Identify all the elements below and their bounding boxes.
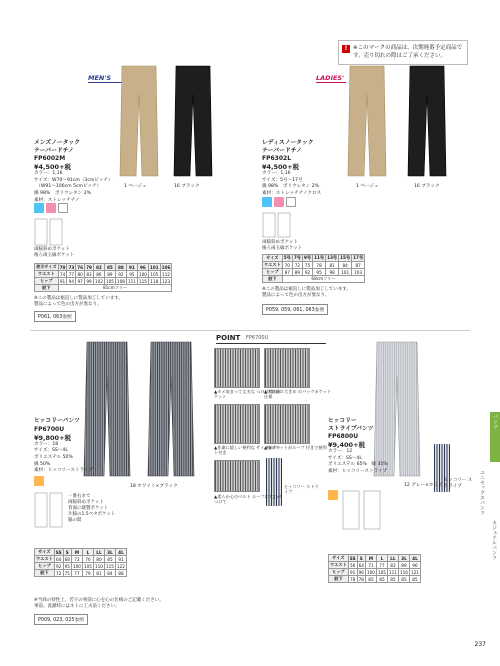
table-cell: サイズ — [35, 549, 55, 556]
table-cell: ヒップ — [329, 569, 349, 576]
table-cell: 112 — [162, 271, 171, 277]
product-price: ¥9,800+税 — [34, 433, 72, 442]
table-cell: 91 — [115, 556, 126, 563]
side-label-2: ユニセックスパンツ — [479, 470, 485, 515]
table-header-row — [35, 264, 172, 271]
table-cell: 91 — [59, 278, 66, 284]
table-cell: 83 — [86, 271, 92, 277]
mens-product-info — [34, 140, 114, 204]
table-cell: 123 — [162, 278, 171, 284]
table-header-row — [329, 555, 421, 562]
table-cell: 108 — [116, 278, 125, 284]
table-cell: サイズ — [329, 555, 349, 562]
note-line: 一番右まで — [68, 494, 91, 499]
feature-icons — [328, 490, 338, 500]
table-cell: 105 — [150, 271, 159, 277]
table-cell: LL — [387, 555, 398, 562]
unisex-icon — [34, 476, 44, 486]
mens-pocket-diagram — [34, 218, 64, 246]
spec-size: サイズ：SS〜4L — [34, 448, 68, 454]
table-cell: 4L — [409, 555, 420, 562]
side-label-3: カジュアルパンツ — [491, 520, 497, 560]
table-row — [35, 556, 127, 563]
wash-icon — [286, 197, 296, 207]
table-cell: 116 — [399, 569, 408, 575]
table-cell: 72 — [56, 570, 62, 576]
point-photo-2 — [264, 348, 310, 388]
discontinued-notice — [338, 40, 468, 65]
ladies-beige-pants — [346, 64, 388, 180]
table-cell: 115 — [138, 278, 147, 284]
spec-material: ポリエステル 50% — [34, 454, 73, 460]
table-cell: 13号 — [327, 255, 338, 260]
table-cell: 76 — [82, 556, 93, 563]
table-cell: 17号 — [353, 255, 364, 260]
spec-size-2: （W91〜106cm 5cmピッチ） — [34, 184, 102, 190]
table-row — [263, 269, 365, 276]
table-cell: 115 — [105, 563, 114, 569]
table-cell: 96 — [409, 562, 420, 569]
table-cell: ヒップ — [35, 278, 59, 285]
spec-material: 綿 98% ポリウレタン 2% — [262, 184, 319, 190]
bottom-note-1: ※当商の特性上、若干の事前に心を心の仕様のご記載ください。 — [34, 598, 164, 603]
table-cell: 76 — [77, 264, 84, 270]
table-cell: S — [63, 549, 71, 556]
ladies-label: LADIES' — [316, 74, 345, 82]
table-cell: 92 — [56, 563, 62, 569]
table-cell: 95 — [313, 269, 326, 276]
table-cell: 88 — [115, 570, 126, 577]
table-cell: 105 — [83, 563, 92, 569]
table-cell: 91 — [350, 569, 356, 575]
table-row — [35, 570, 127, 577]
note-line: 片脇の1.5ペタポケット — [68, 512, 116, 518]
ladies-pocket-2: 後ろ両玉縁ポケット — [262, 246, 303, 251]
table-cell: 88 — [115, 264, 126, 271]
product-price: ¥4,500+税 — [262, 163, 300, 172]
unisex-icon — [46, 203, 56, 213]
table-cell: 7号 — [293, 255, 301, 260]
ladies-product-info — [262, 140, 342, 198]
wash-icon — [58, 203, 68, 213]
ladies-size-table — [262, 254, 365, 283]
point-code: FP6700U — [246, 335, 269, 341]
table-cell: 78 — [358, 576, 364, 582]
table-cell: 股下 — [35, 570, 55, 577]
table-cell: 110 — [94, 563, 103, 569]
point-photo-3 — [214, 404, 260, 444]
table-cell: 73 — [68, 264, 75, 270]
table-cell: 95 — [126, 271, 137, 278]
table-cell: 75 — [64, 570, 70, 576]
table-cell: 80 — [93, 556, 104, 563]
feature-icons — [34, 203, 68, 213]
table-cell: 84 — [339, 262, 352, 269]
table-cell: 85 — [398, 576, 409, 583]
table-cell: 5号 — [283, 255, 291, 260]
category-tab-label: パンツ — [492, 414, 498, 429]
table-cell: 100 — [72, 563, 81, 569]
table-cell: 77 — [68, 271, 75, 277]
table-row — [35, 285, 172, 292]
table-cell: 89 — [398, 562, 409, 569]
table-cell: 56 — [350, 562, 356, 568]
table-cell: 78 — [313, 262, 326, 269]
spec-material-2: 綿 50% — [34, 461, 51, 467]
ladies-icon — [274, 197, 284, 207]
bottom-page-ref: P009, 023, 025参照 — [34, 614, 88, 625]
hickory-pocket-diagram — [34, 492, 64, 528]
point-photo-1 — [214, 348, 260, 388]
table-cell: 101 — [339, 269, 352, 276]
stripe-pocket-diagram — [342, 490, 382, 530]
table-cell: 77 — [376, 562, 387, 569]
table-cell: 81cmフリー — [58, 285, 172, 292]
point-photo-4 — [264, 404, 310, 444]
bottom-note-2: 事前、洗濯時にはネトに工夫前ください。 — [34, 604, 120, 609]
point-caption-3: ▲作業に嬉しい便利な サイドポケット付き — [214, 445, 281, 456]
table-cell: 85 — [387, 576, 398, 583]
product-name: メンズノータック — [34, 140, 81, 146]
table-cell: ウエスト — [330, 562, 347, 567]
table-cell: 87 — [352, 262, 365, 269]
stripe-product-info — [328, 418, 390, 476]
table-header-row — [263, 255, 365, 262]
table-cell: 股下 — [263, 276, 283, 283]
table-cell: 92 — [115, 271, 126, 278]
table-cell: 95 — [64, 563, 70, 569]
product-name: ヒッコリーパンツ — [34, 418, 80, 424]
ladies-caption-black: 16 ブラック — [414, 184, 440, 189]
table-row — [263, 262, 365, 269]
table-cell: 81 — [93, 570, 104, 577]
table-cell: ヒップ — [263, 269, 283, 276]
spec-color: カラー：18 — [34, 441, 59, 447]
table-cell: 77 — [71, 570, 82, 577]
note-line: 脇の間 — [68, 518, 82, 524]
spec-size: サイズ：5号〜17号 — [262, 177, 303, 183]
spec-size: サイズ：W70〜91cm（3cmピッチ） — [34, 177, 113, 183]
mens-pocket-2: 後ろ両玉縁ポケット — [34, 253, 75, 258]
table-cell: 96 — [358, 569, 364, 575]
spec-color: カラー：1,16 — [262, 171, 291, 177]
hickory-product-info — [34, 418, 94, 475]
table-cell: 100 — [366, 569, 375, 575]
ladies-rule — [316, 82, 346, 83]
table-cell: 股下 — [35, 285, 59, 292]
table-cell: 11号 — [314, 255, 325, 260]
table-cell: 83 — [387, 562, 398, 569]
table-cell: 92 — [302, 269, 312, 276]
note-line: 両脇斜めポケット — [68, 500, 104, 506]
mens-size-table — [34, 263, 172, 292]
table-cell: 68cmフリー — [282, 276, 364, 283]
product-name-2: テーパードチノ — [34, 147, 74, 154]
spec-fabric: 素材：ヒッコリーストライプ — [328, 469, 388, 475]
table-cell: 79 — [82, 570, 93, 577]
table-cell: 99 — [86, 278, 92, 284]
product-code: FP6002M — [34, 155, 66, 163]
table-cell: 64 — [56, 556, 62, 562]
table-cell: 85 — [104, 556, 115, 563]
section-divider — [30, 330, 470, 331]
table-cell: 74 — [59, 271, 66, 277]
point-caption-1: ▲カメ収まって丈夫な つけ仕様のポケット — [214, 389, 282, 400]
mens-caption-black: 16 ブラック — [174, 184, 200, 189]
mens-note-1: ※この製品は裾直しに製品加工しています。 — [34, 296, 123, 301]
table-cell: 96 — [137, 264, 148, 271]
mens-black-pants — [172, 64, 214, 180]
ladies-caption-beige: 1 ベージュ — [356, 184, 379, 189]
spec-color: カラー：1,16 — [34, 171, 63, 177]
note-line: 背面に縫製ポケット — [68, 506, 109, 512]
ladies-note-1: ※この製品は裾直しに製品加工しています。 — [262, 287, 351, 292]
spec-fabric: 素材：ストレッチチノクロス — [262, 191, 322, 197]
table-cell: 79 — [86, 264, 92, 270]
table-cell: 81 — [326, 262, 339, 269]
table-cell: 94 — [68, 278, 75, 284]
table-cell: 3L — [104, 549, 115, 556]
table-row — [35, 271, 172, 278]
mens-note-2: 製品によって色の出方が異なり、 — [34, 302, 102, 307]
page-number: 237 — [474, 641, 486, 648]
hickory-size-table — [34, 548, 127, 577]
table-cell: 82 — [93, 264, 104, 271]
table-cell: 105 — [377, 569, 386, 575]
ladies-black-pants — [406, 64, 448, 180]
ladies-note-2: 製品によって色の出方が異なり、 — [262, 293, 330, 298]
table-cell: 98 — [326, 269, 339, 276]
product-code: FP6700U — [34, 425, 65, 433]
table-cell: 64 — [358, 562, 364, 568]
table-cell: サイズ — [263, 255, 283, 262]
point-caption-6: ヒッコリー ストライプ — [284, 484, 319, 495]
ladies-page-ref: P059, 059, 061, 063参照 — [262, 304, 328, 315]
table-cell: 9号 — [303, 255, 312, 260]
product-price: ¥9,400+税 — [328, 441, 366, 450]
table-row — [329, 569, 421, 576]
table-cell: 101 — [149, 264, 159, 270]
product-name: ヒッコリー — [328, 418, 357, 424]
mens-beige-pants — [118, 64, 160, 180]
table-cell: ウエスト — [35, 271, 59, 278]
table-cell: ウエスト — [264, 262, 281, 267]
table-cell: S — [357, 555, 365, 562]
table-cell: 4L — [115, 549, 126, 556]
table-cell: 70 — [59, 264, 66, 270]
stretch-icon — [262, 197, 272, 207]
table-cell: 89 — [292, 269, 302, 276]
table-cell: 股下 — [329, 576, 349, 583]
table-cell: 80 — [77, 271, 83, 277]
table-cell: 85 — [365, 576, 376, 583]
product-code: FP6800U — [328, 433, 359, 441]
table-cell: 105 — [105, 278, 114, 284]
mens-page-ref: P061, 063参照 — [34, 311, 76, 322]
point-caption-4: ▲脇ポケットがループ 付きで便利 — [264, 445, 327, 450]
table-cell: ウエスト — [36, 556, 53, 561]
table-cell: L — [376, 555, 387, 562]
mens-pocket-1: 両脇斜めポケット — [34, 247, 70, 252]
table-cell: 70 — [282, 262, 292, 269]
hickory-caption: 18 ホワイト×ブラック — [130, 484, 178, 489]
point-caption-2: ▲大容量ス大きめ のバックポケット仕様 — [264, 389, 332, 400]
table-cell: 100 — [138, 271, 147, 277]
product-price: ¥4,500+税 — [34, 163, 72, 172]
table-cell: 85 — [104, 264, 115, 271]
table-cell: 97 — [77, 278, 83, 284]
table-cell: 72 — [71, 556, 82, 563]
table-cell: 85 — [409, 576, 420, 583]
table-cell: 89 — [104, 271, 115, 278]
hickory-pants-back — [146, 340, 196, 480]
stripe-caption: 12 グレー×ホワイト — [404, 483, 448, 488]
warning-icon: ! — [342, 45, 350, 53]
table-cell: SS — [55, 549, 62, 555]
notice-text: ※このマークの商品は、次期廃番予定商品です。売り切れの際はご了承ください。 — [353, 45, 463, 60]
table-row — [35, 278, 172, 285]
unisex-icon — [328, 490, 338, 500]
point-title: POINT — [216, 334, 241, 342]
table-row — [35, 563, 127, 570]
table-cell: 103 — [352, 269, 365, 276]
spec-material: 綿 98% ポリウレタン 2% — [34, 191, 91, 197]
table-cell: 121 — [410, 569, 419, 575]
table-cell: M — [71, 549, 82, 556]
table-row — [329, 576, 421, 583]
hickory-notes — [68, 494, 148, 524]
spec-material: ポリエステル 65% 綿 35% — [328, 462, 388, 468]
product-code: FP6302L — [262, 155, 292, 163]
table-row — [263, 276, 365, 283]
table-cell: 68 — [64, 556, 70, 562]
product-name-2: ストライプパンツ — [328, 425, 374, 432]
mens-caption-beige: 1 ベージュ — [124, 184, 147, 189]
point-rule — [216, 343, 326, 344]
table-cell: M — [365, 555, 376, 562]
feature-icons — [262, 197, 296, 207]
stripe-swatch-label: ヒッコリー ストライプ — [444, 478, 473, 490]
product-name: レディスノータック — [262, 140, 314, 146]
table-cell: 表示サイズ — [36, 264, 57, 269]
table-cell: 118 — [150, 278, 159, 284]
table-cell: 87 — [282, 269, 292, 276]
table-cell: LL — [93, 549, 104, 556]
table-cell: 122 — [116, 563, 125, 569]
ladies-pocket-diagram — [262, 212, 292, 238]
table-cell: 111 — [388, 569, 397, 575]
table-cell: 3L — [398, 555, 409, 562]
product-name-2: テーパードチノ — [262, 147, 302, 154]
table-cell: L — [82, 549, 93, 556]
table-cell: 78 — [350, 576, 356, 582]
table-cell: 111 — [127, 278, 136, 284]
table-cell: 71 — [365, 562, 376, 569]
table-header-row — [35, 549, 127, 556]
table-cell: SS — [349, 555, 356, 561]
table-cell: 85 — [376, 576, 387, 583]
table-cell: 106 — [161, 264, 171, 270]
table-cell: 102 — [94, 278, 103, 284]
table-cell: 15号 — [340, 255, 351, 260]
table-cell: 84 — [104, 570, 115, 577]
ladies-pocket-1: 両脇斜めポケット — [262, 240, 298, 245]
spec-fabric: 素材：ヒッコリーストライプ — [34, 468, 94, 474]
table-cell: 72 — [292, 262, 302, 269]
point-caption-5: ▲柔らか心のベルト ループに大工がつけて — [214, 494, 282, 505]
mens-label: MEN'S — [88, 74, 112, 82]
spec-size: サイズ：SS〜4L — [328, 455, 362, 461]
stretch-icon — [34, 203, 44, 213]
point-photo-5 — [214, 460, 260, 492]
feature-icons — [34, 476, 44, 486]
table-cell: 86 — [93, 271, 104, 278]
table-row — [329, 562, 421, 569]
spec-color: カラー：12 — [328, 449, 353, 455]
table-cell: 91 — [126, 264, 137, 271]
spec-fabric: 素材：ストレッチチノ — [34, 197, 80, 203]
table-cell: ヒップ — [35, 563, 55, 570]
table-cell: 75 — [302, 262, 312, 269]
stripe-size-table — [328, 554, 421, 583]
